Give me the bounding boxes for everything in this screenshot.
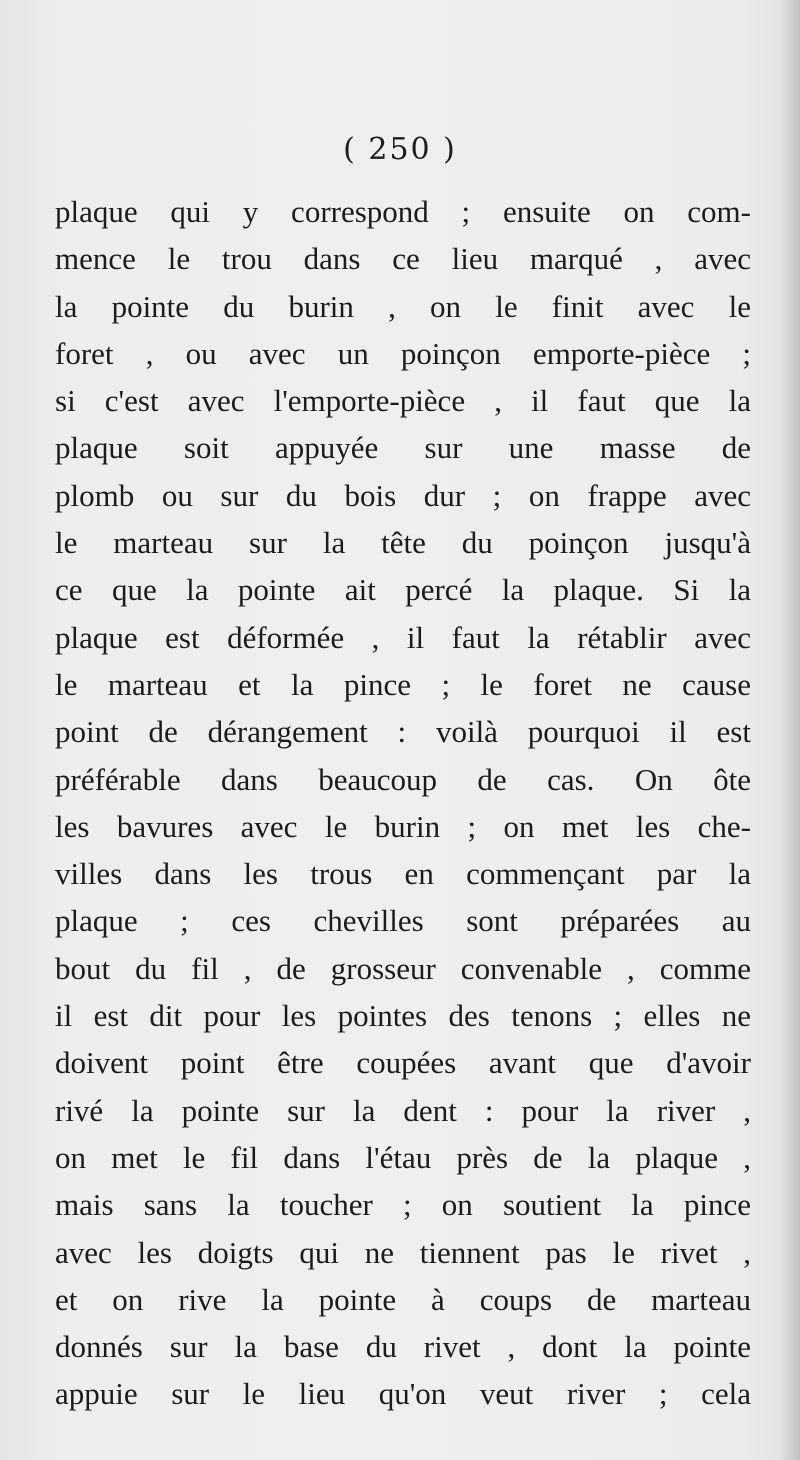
text-line: le marteau et la pince ; le foret ne cause (55, 666, 751, 702)
text-line: on met le fil dans l'étau près de la plaque , (55, 1139, 751, 1175)
text-line: mence le trou dans ce lieu marqué , avec (55, 241, 751, 277)
text-line: plaque ; ces chevilles sont préparées au (55, 903, 751, 939)
text-line: mais sans la toucher ; on soutient la pince (55, 1187, 751, 1223)
text-line: bout du fil , de grosseur convenable , comme (55, 950, 751, 986)
text-line: les bavures avec le burin ; on met les che- (55, 808, 751, 844)
text-line: ce que la pointe ait percé la plaque. Si la (55, 572, 751, 608)
text-line: plaque qui y correspond ; ensuite on com- (55, 194, 751, 229)
body-text (55, 188, 751, 1418)
text-line: doivent point être coupées avant que d'avoir (55, 1045, 751, 1081)
text-line: la pointe du burin , on le finit avec le (55, 288, 751, 324)
text-line: préférable dans beaucoup de cas. On ôte (55, 761, 751, 797)
text-line: il est dit pour les pointes des tenons ; elles ne (55, 998, 751, 1034)
text-line: plomb ou sur du bois dur ; on frappe avec (55, 477, 751, 513)
text-line: point de dérangement : voilà pourquoi il est (55, 714, 751, 750)
text-line: donnés sur la base du rivet , dont la pointe (55, 1329, 751, 1365)
text-line: plaque soit appuyée sur une masse de (55, 430, 751, 466)
text-line: avec les doigts qui ne tiennent pas le rivet , (55, 1234, 751, 1270)
text-line: le marteau sur la tête du poinçon jusqu'à (55, 525, 751, 561)
text-line: et on rive la pointe à coups de marteau (55, 1281, 751, 1317)
text-line: si c'est avec l'emporte-pièce , il faut que la (55, 383, 751, 419)
text-line: appuie sur le lieu qu'on veut river ; cela (55, 1376, 751, 1412)
page-number: ( 250 ) (343, 132, 457, 167)
text-line: villes dans les trous en commençant par la (55, 856, 751, 892)
page-edge-shadow (778, 0, 800, 1460)
text-line: rivé la pointe sur la dent : pour la river , (55, 1092, 751, 1128)
text-line: foret , ou avec un poinçon emporte-pièce ; (55, 335, 751, 371)
text-line: plaque est déformée , il faut la rétablir avec (55, 619, 751, 655)
